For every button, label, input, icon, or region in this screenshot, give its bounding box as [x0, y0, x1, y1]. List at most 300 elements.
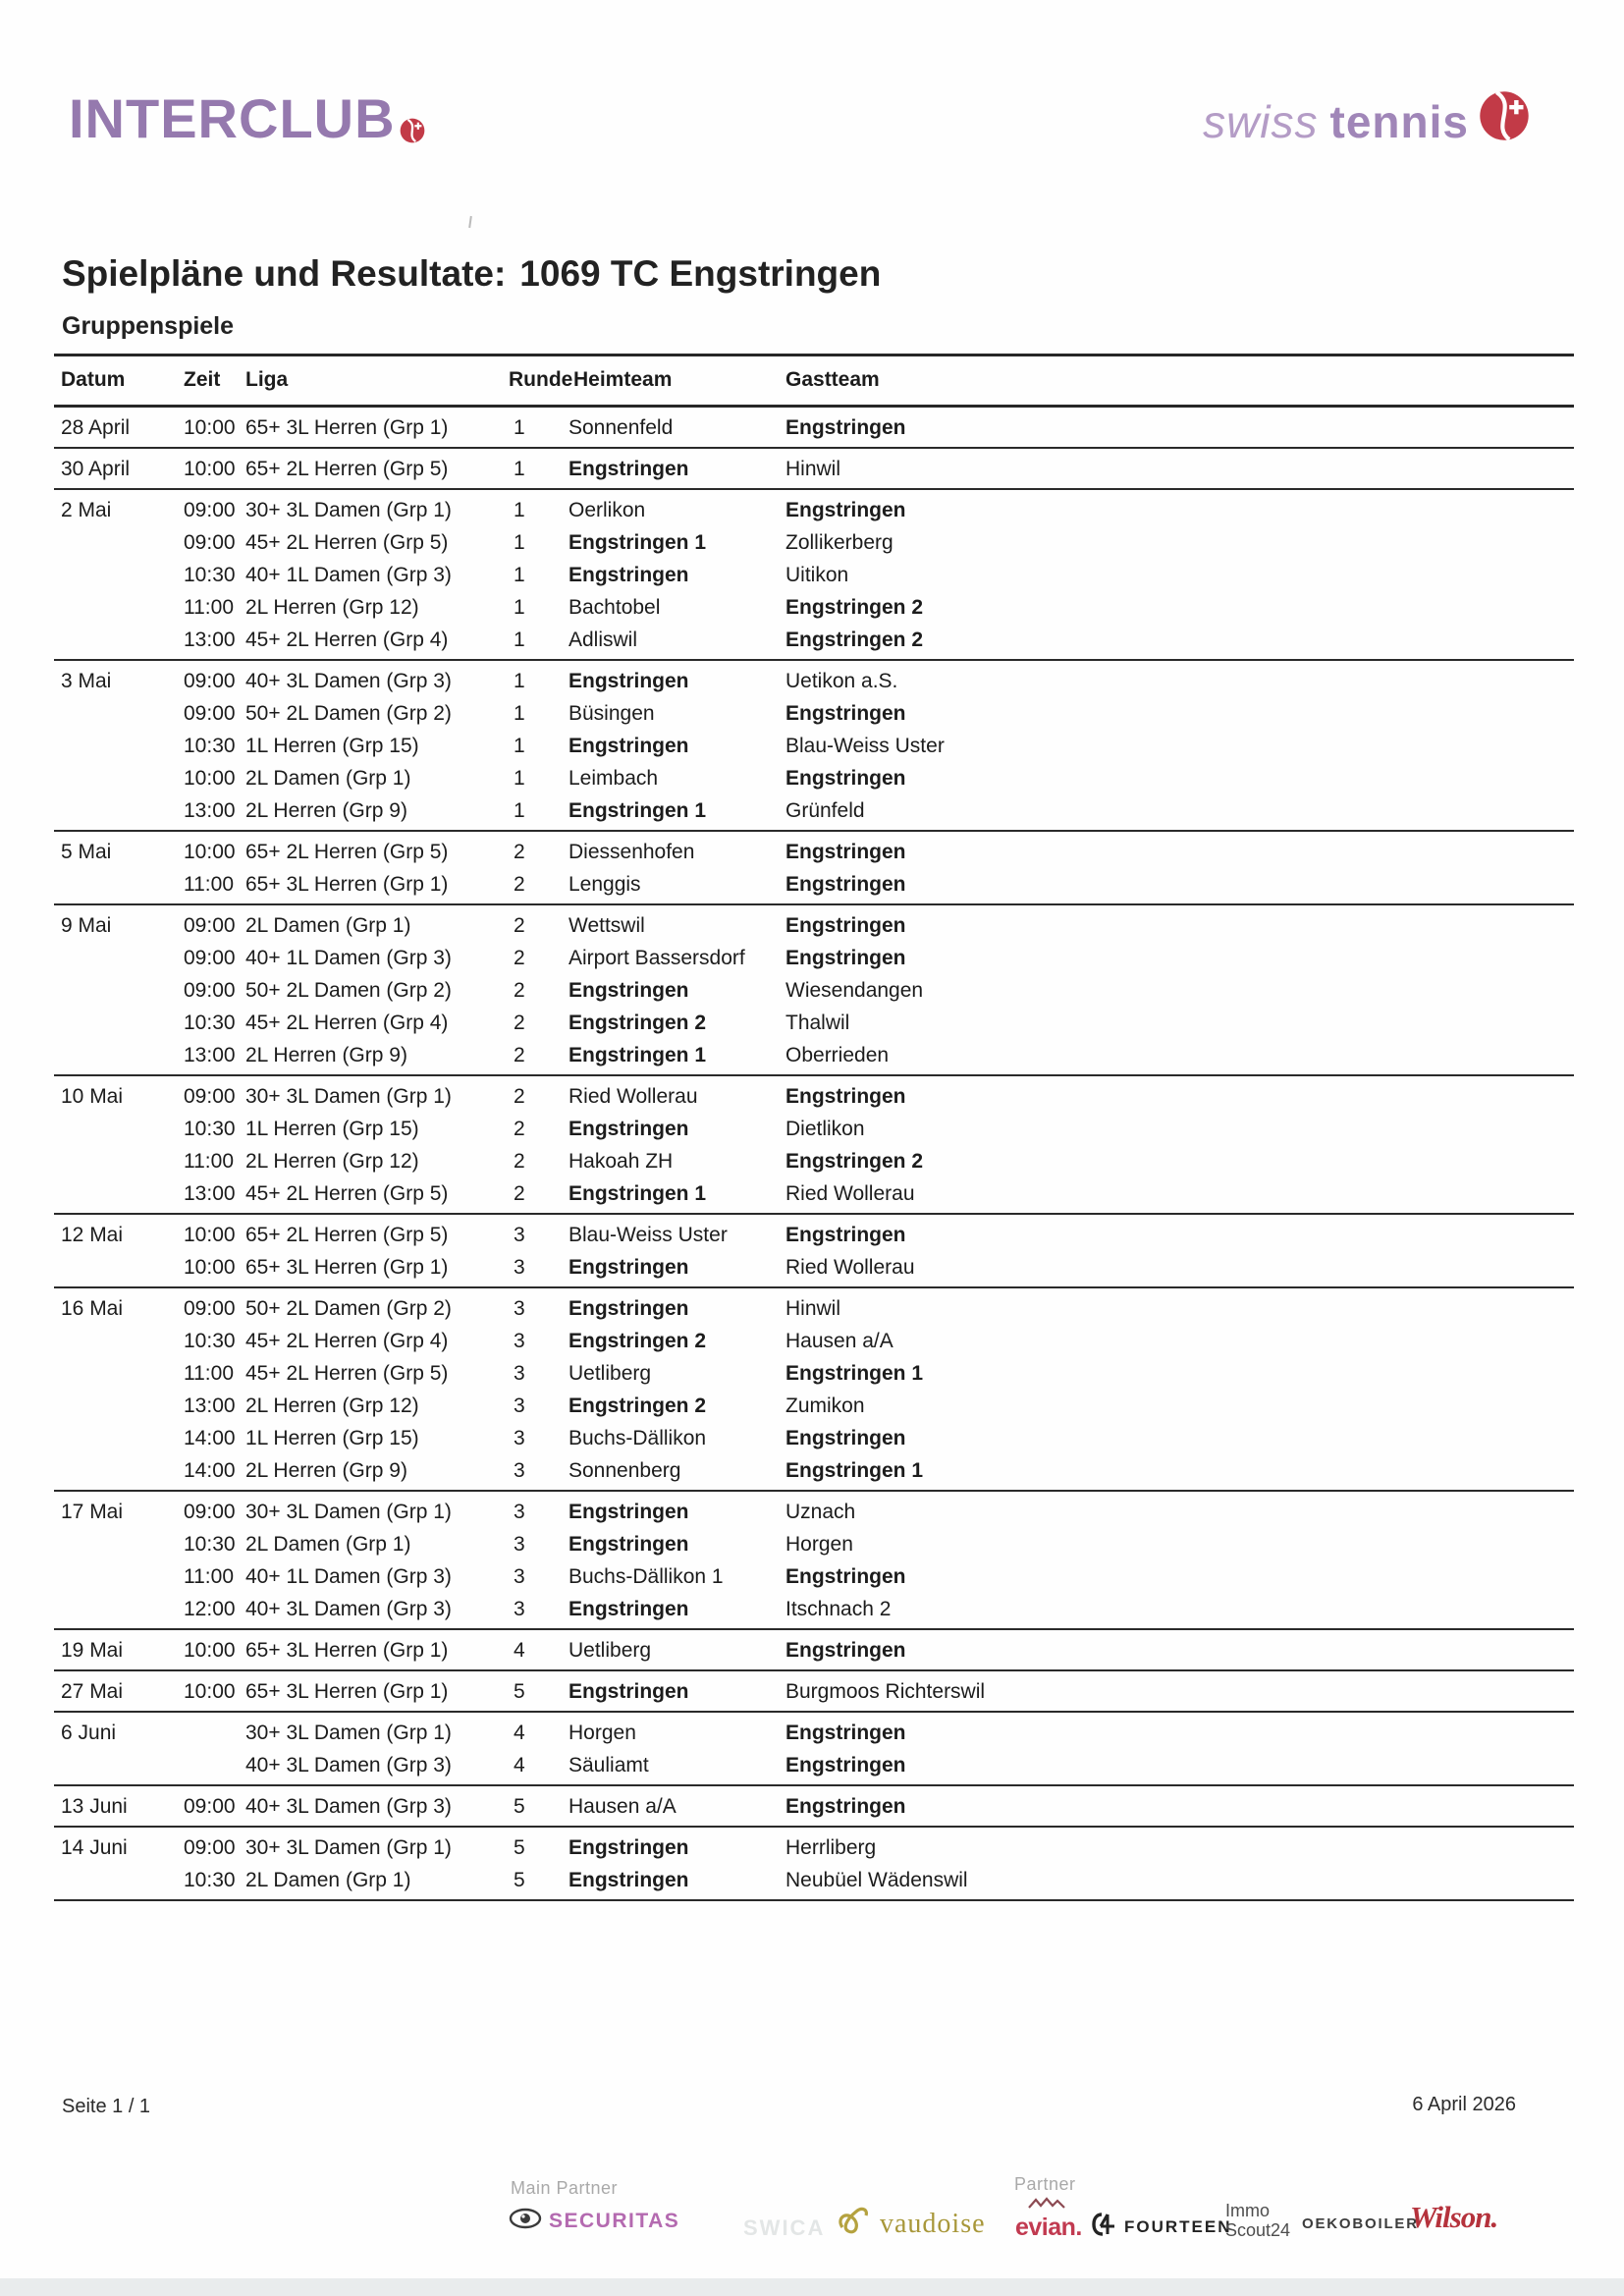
cell-liga: 40+ 1L Damen (Grp 3): [245, 946, 452, 969]
table-row: [54, 909, 1574, 942]
cell-gast: Horgen: [785, 1532, 853, 1556]
cell-zeit: 13:00: [184, 1394, 236, 1417]
fourteen-monogram-icon: [1092, 2212, 1117, 2242]
fourteen-logo: [1092, 2212, 1232, 2242]
cell-datum: 6 Juni: [61, 1721, 117, 1744]
table-row: [54, 1177, 1574, 1210]
schedule-group: [54, 661, 1574, 832]
wilson-logo: Wilson.: [1410, 2200, 1498, 2234]
table-row: [54, 836, 1574, 868]
cell-liga: 2L Damen (Grp 1): [245, 1532, 411, 1556]
table-row: [54, 1560, 1574, 1593]
cell-heim: Buchs-Dällikon: [568, 1426, 707, 1449]
cell-liga: 45+ 2L Herren (Grp 4): [245, 1011, 449, 1034]
schedule-group: [54, 905, 1574, 1076]
schedule-group: [54, 1713, 1574, 1786]
cell-runde: 3: [514, 1329, 525, 1352]
cell-runde: 2: [514, 1117, 525, 1140]
cell-heim: Engstringen 1: [568, 798, 707, 822]
table-row: [54, 1496, 1574, 1528]
cell-gast: Itschnach 2: [785, 1597, 892, 1620]
table-row: [54, 1790, 1574, 1823]
securitas-wordmark: SECURITAS: [549, 2209, 680, 2232]
cell-runde: 4: [514, 1638, 525, 1662]
footer-date: 6 April 2026: [1412, 2094, 1516, 2115]
cell-gast: Oberrieden: [785, 1043, 890, 1066]
table-row: [54, 1325, 1574, 1357]
cell-runde: 1: [514, 734, 525, 757]
cell-runde: 3: [514, 1597, 525, 1620]
cell-gast: Engstringen: [785, 1084, 906, 1108]
cell-gast: Engstringen 2: [785, 628, 924, 651]
cell-heim: Engstringen 2: [568, 1011, 707, 1034]
cell-zeit: 09:00: [184, 978, 236, 1002]
cell-heim: Engstringen: [568, 978, 689, 1002]
cell-datum: 28 April: [61, 415, 131, 439]
cell-liga: 65+ 3L Herren (Grp 1): [245, 1679, 449, 1703]
cell-heim: Engstringen: [568, 1868, 689, 1891]
cell-liga: 30+ 3L Damen (Grp 1): [245, 1835, 452, 1859]
cell-heim: Engstringen: [568, 563, 689, 586]
cell-zeit: 10:00: [184, 1638, 236, 1662]
cell-datum: 2 Mai: [61, 498, 112, 521]
cell-zeit: 12:00: [184, 1597, 236, 1620]
cell-liga: 40+ 3L Damen (Grp 3): [245, 669, 452, 692]
table-row: [54, 1528, 1574, 1560]
cell-runde: 5: [514, 1835, 525, 1859]
cell-heim: Uetliberg: [568, 1638, 652, 1662]
cell-gast: Zollikerberg: [785, 530, 893, 554]
cell-gast: Ried Wollerau: [785, 1181, 915, 1205]
cell-runde: 3: [514, 1223, 525, 1246]
cell-zeit: 10:30: [184, 1117, 236, 1140]
table-row: [54, 1007, 1574, 1039]
cell-liga: 50+ 2L Damen (Grp 2): [245, 701, 452, 725]
cell-zeit: 09:00: [184, 946, 236, 969]
main-partner-label: Main Partner: [511, 2178, 619, 2198]
table-row: [54, 1251, 1574, 1284]
schedule-groups: [54, 408, 1574, 1901]
cell-liga: 65+ 3L Herren (Grp 1): [245, 1255, 449, 1279]
cell-heim: Engstringen: [568, 1296, 689, 1320]
header-heimteam: Heimteam: [573, 368, 673, 391]
cell-datum: 17 Mai: [61, 1500, 124, 1523]
cell-heim: Leimbach: [568, 766, 659, 790]
table-row: [54, 591, 1574, 624]
table-row: [54, 1292, 1574, 1325]
cell-zeit: 11:00: [184, 1564, 234, 1588]
table-row: [54, 1675, 1574, 1708]
cell-liga: 2L Herren (Grp 12): [245, 595, 419, 619]
cell-liga: 2L Herren (Grp 9): [245, 1043, 407, 1066]
cell-gast: Thalwil: [785, 1011, 850, 1034]
cell-heim: Horgen: [568, 1721, 636, 1744]
cell-runde: 3: [514, 1500, 525, 1523]
evian-wordmark: evian.: [1015, 2214, 1082, 2241]
table-row: [54, 453, 1574, 485]
cell-gast: Zumikon: [785, 1394, 865, 1417]
cell-runde: 5: [514, 1868, 525, 1891]
table-row: [54, 1864, 1574, 1896]
cell-gast: Engstringen: [785, 498, 906, 521]
interclub-ball-icon: [400, 92, 425, 156]
cell-liga: 45+ 2L Herren (Grp 4): [245, 628, 449, 651]
cell-runde: 1: [514, 563, 525, 586]
cell-liga: 65+ 3L Herren (Grp 1): [245, 1638, 449, 1662]
cell-zeit: 13:00: [184, 798, 236, 822]
cell-zeit: 10:00: [184, 457, 236, 480]
cell-heim: Engstringen: [568, 1117, 689, 1140]
cell-liga: 65+ 2L Herren (Grp 5): [245, 840, 449, 863]
cell-heim: Hausen a/A: [568, 1794, 677, 1818]
cell-gast: Engstringen 2: [785, 1149, 924, 1173]
cell-datum: 3 Mai: [61, 669, 112, 692]
cell-gast: Uitikon: [785, 563, 849, 586]
table-header: [54, 356, 1574, 408]
cell-datum: 27 Mai: [61, 1679, 124, 1703]
cell-runde: 2: [514, 1181, 525, 1205]
table-row: [54, 1831, 1574, 1864]
cell-zeit: 09:00: [184, 1500, 236, 1523]
cell-gast: Engstringen: [785, 1564, 906, 1588]
cell-gast: Engstringen: [785, 840, 906, 863]
cell-zeit: 09:00: [184, 498, 236, 521]
vaudoise-logo: [835, 2202, 986, 2246]
cell-gast: Engstringen 1: [785, 1458, 924, 1482]
cell-heim: Uetliberg: [568, 1361, 652, 1385]
cell-zeit: 13:00: [184, 628, 236, 651]
cell-zeit: 11:00: [184, 1149, 234, 1173]
cell-liga: 2L Herren (Grp 9): [245, 1458, 407, 1482]
cell-zeit: 13:00: [184, 1043, 236, 1066]
cell-heim: Engstringen: [568, 669, 689, 692]
cell-gast: Burgmoos Richterswil: [785, 1679, 986, 1703]
cell-liga: 40+ 3L Damen (Grp 3): [245, 1597, 452, 1620]
cell-heim: Wettswil: [568, 913, 645, 937]
oekoboiler-logo: OEKOBOILER: [1302, 2215, 1419, 2232]
cell-zeit: 10:30: [184, 1868, 236, 1891]
cell-gast: Engstringen: [785, 913, 906, 937]
cell-liga: 1L Herren (Grp 15): [245, 1426, 419, 1449]
cell-runde: 2: [514, 840, 525, 863]
cell-gast: Engstringen: [785, 1638, 906, 1662]
cell-liga: 65+ 2L Herren (Grp 5): [245, 457, 449, 480]
cell-runde: 3: [514, 1532, 525, 1556]
cell-liga: 2L Damen (Grp 1): [245, 1868, 411, 1891]
schedule-group: [54, 1828, 1574, 1901]
cell-heim: Engstringen 2: [568, 1329, 707, 1352]
cell-runde: 1: [514, 628, 525, 651]
table-row: [54, 1422, 1574, 1454]
cell-zeit: 09:00: [184, 1296, 236, 1320]
page-title-label: Spielpläne und Resultate:: [62, 253, 507, 294]
cell-runde: 1: [514, 701, 525, 725]
cell-heim: Hakoah ZH: [568, 1149, 674, 1173]
cell-runde: 5: [514, 1679, 525, 1703]
cell-runde: 2: [514, 913, 525, 937]
cell-gast: Uznach: [785, 1500, 856, 1523]
table-row: [54, 794, 1574, 827]
schedule-group: [54, 1786, 1574, 1828]
cell-runde: 5: [514, 1794, 525, 1818]
schedule-group: [54, 1671, 1574, 1713]
cell-gast: Engstringen: [785, 946, 906, 969]
cell-runde: 2: [514, 1043, 525, 1066]
table-row: [54, 730, 1574, 762]
scan-edge-strip: [0, 2278, 1624, 2296]
cell-heim: Diessenhofen: [568, 840, 695, 863]
cell-liga: 2L Herren (Grp 9): [245, 798, 407, 822]
cell-zeit: 14:00: [184, 1458, 236, 1482]
cell-gast: Engstringen: [785, 415, 906, 439]
scan-artifact: [468, 216, 472, 228]
cell-datum: 13 Juni: [61, 1794, 128, 1818]
securitas-logo: [509, 2208, 679, 2234]
cell-zeit: 09:00: [184, 913, 236, 937]
cell-runde: 2: [514, 946, 525, 969]
cell-runde: 2: [514, 1011, 525, 1034]
cell-heim: Engstringen: [568, 734, 689, 757]
cell-datum: 19 Mai: [61, 1638, 124, 1662]
cell-zeit: 10:30: [184, 1329, 236, 1352]
cell-runde: 3: [514, 1458, 525, 1482]
cell-zeit: 10:00: [184, 1679, 236, 1703]
cell-runde: 4: [514, 1753, 525, 1777]
table-row: [54, 697, 1574, 730]
cell-heim: Engstringen 2: [568, 1394, 707, 1417]
cell-heim: Büsingen: [568, 701, 655, 725]
table-row: [54, 1454, 1574, 1487]
partners-strip: [0, 2164, 1624, 2272]
cell-zeit: 09:00: [184, 1794, 236, 1818]
cell-heim: Ried Wollerau: [568, 1084, 698, 1108]
cell-zeit: 09:00: [184, 701, 236, 725]
eye-icon: [509, 2208, 542, 2234]
cell-zeit: 09:00: [184, 1835, 236, 1859]
cell-runde: 1: [514, 530, 525, 554]
cell-zeit: 14:00: [184, 1426, 236, 1449]
table-row: [54, 494, 1574, 526]
schedule-group: [54, 1630, 1574, 1671]
footer-page-number: Seite 1 / 1: [62, 2096, 151, 2117]
cell-liga: 65+ 3L Herren (Grp 1): [245, 872, 449, 896]
cell-gast: Uetikon a.S.: [785, 669, 898, 692]
cell-gast: Hinwil: [785, 1296, 841, 1320]
cell-zeit: 09:00: [184, 669, 236, 692]
partner-label: Partner: [1014, 2174, 1076, 2194]
table-row: [54, 762, 1574, 794]
cell-heim: Bachtobel: [568, 595, 661, 619]
cell-heim: Engstringen: [568, 1532, 689, 1556]
cell-runde: 1: [514, 415, 525, 439]
page-title: [62, 253, 881, 295]
cell-runde: 3: [514, 1296, 525, 1320]
cell-heim: Sonnenberg: [568, 1458, 681, 1482]
immoscout24-line2: Scout24: [1225, 2219, 1291, 2240]
club-name: 1069 TC Engstringen: [519, 253, 882, 294]
cell-liga: 2L Herren (Grp 12): [245, 1394, 419, 1417]
fourteen-wordmark: FOURTEEN: [1124, 2216, 1232, 2236]
cell-gast: Engstringen 1: [785, 1361, 924, 1385]
cell-liga: 45+ 2L Herren (Grp 5): [245, 530, 449, 554]
cell-zeit: 10:30: [184, 1011, 236, 1034]
cell-heim: Sonnenfeld: [568, 415, 674, 439]
header-liga: Liga: [245, 368, 289, 391]
cell-heim: Engstringen: [568, 1500, 689, 1523]
header-runde: Runde: [509, 368, 573, 391]
cell-gast: Engstringen: [785, 701, 906, 725]
evian-logo: [1015, 2196, 1082, 2242]
table-row: [54, 1080, 1574, 1113]
table-row: [54, 1219, 1574, 1251]
header-zeit: Zeit: [184, 368, 221, 391]
cell-runde: 3: [514, 1394, 525, 1417]
vaudoise-wordmark: vaudoise: [880, 2208, 986, 2239]
cell-gast: Grünfeld: [785, 798, 865, 822]
cell-runde: 1: [514, 457, 525, 480]
schedule-group: [54, 449, 1574, 490]
cell-zeit: 10:30: [184, 563, 236, 586]
table-row: [54, 559, 1574, 591]
cell-liga: 65+ 3L Herren (Grp 1): [245, 415, 449, 439]
table-row: [54, 411, 1574, 444]
cell-zeit: 09:00: [184, 530, 236, 554]
cell-liga: 40+ 1L Damen (Grp 3): [245, 1564, 452, 1588]
swisstennis-wordmark-light: swiss: [1203, 95, 1319, 147]
schedule-group: [54, 1492, 1574, 1630]
cell-zeit: 09:00: [184, 1084, 236, 1108]
cell-runde: 3: [514, 1564, 525, 1588]
cell-datum: 16 Mai: [61, 1296, 124, 1320]
schedule-table: [54, 354, 1574, 1901]
cell-gast: Engstringen: [785, 1223, 906, 1246]
cell-gast: Herrliberg: [785, 1835, 877, 1859]
table-row: [54, 1749, 1574, 1781]
cell-liga: 50+ 2L Damen (Grp 2): [245, 978, 452, 1002]
cell-gast: Engstringen: [785, 872, 906, 896]
swisstennis-ball-icon: [1479, 90, 1530, 152]
cell-runde: 1: [514, 669, 525, 692]
cell-heim: Engstringen: [568, 1679, 689, 1703]
swisstennis-wordmark-bold: tennis: [1329, 95, 1469, 147]
cell-liga: 30+ 3L Damen (Grp 1): [245, 1084, 452, 1108]
table-row: [54, 1357, 1574, 1390]
immoscout24-logo: [1225, 2202, 1290, 2241]
cell-liga: 30+ 3L Damen (Grp 1): [245, 498, 452, 521]
cell-runde: 4: [514, 1721, 525, 1744]
cell-datum: 10 Mai: [61, 1084, 124, 1108]
swica-logo: SWICA: [743, 2215, 826, 2240]
cell-runde: 1: [514, 498, 525, 521]
interclub-wordmark: INTERCLUB: [69, 87, 396, 149]
cell-runde: 1: [514, 798, 525, 822]
schedule-group: [54, 408, 1574, 449]
cell-heim: Engstringen 1: [568, 1181, 707, 1205]
cell-gast: Engstringen 2: [785, 595, 924, 619]
cell-heim: Engstringen: [568, 1835, 689, 1859]
cell-runde: 2: [514, 978, 525, 1002]
table-row: [54, 665, 1574, 697]
cell-liga: 50+ 2L Damen (Grp 2): [245, 1296, 452, 1320]
cell-gast: Blau-Weiss Uster: [785, 734, 945, 757]
table-row: [54, 1634, 1574, 1667]
cell-runde: 2: [514, 872, 525, 896]
mountain-icon: [1027, 2196, 1070, 2214]
cell-zeit: 10:00: [184, 840, 236, 863]
cell-zeit: 10:00: [184, 1223, 236, 1246]
cell-heim: Engstringen: [568, 1597, 689, 1620]
schedule-group: [54, 1076, 1574, 1215]
cell-liga: 45+ 2L Herren (Grp 5): [245, 1361, 449, 1385]
cell-zeit: 11:00: [184, 872, 234, 896]
immoscout24-line1: Immo: [1225, 2201, 1270, 2220]
schedule-group: [54, 490, 1574, 661]
cell-zeit: 10:30: [184, 734, 236, 757]
cell-zeit: 10:00: [184, 766, 236, 790]
cell-zeit: 10:30: [184, 1532, 236, 1556]
vaudoise-ribbon-icon: [835, 2202, 874, 2246]
cell-liga: 2L Herren (Grp 12): [245, 1149, 419, 1173]
cell-gast: Hinwil: [785, 457, 841, 480]
table-row: [54, 1593, 1574, 1625]
cell-liga: 2L Damen (Grp 1): [245, 766, 411, 790]
cell-liga: 45+ 2L Herren (Grp 5): [245, 1181, 449, 1205]
table-row: [54, 1113, 1574, 1145]
cell-gast: Hausen a/A: [785, 1329, 893, 1352]
cell-gast: Engstringen: [785, 1794, 906, 1818]
cell-heim: Airport Bassersdorf: [568, 946, 745, 969]
cell-liga: 40+ 3L Damen (Grp 3): [245, 1794, 452, 1818]
cell-liga: 65+ 2L Herren (Grp 5): [245, 1223, 449, 1246]
cell-datum: 5 Mai: [61, 840, 112, 863]
table-row: [54, 1390, 1574, 1422]
cell-liga: 30+ 3L Damen (Grp 1): [245, 1500, 452, 1523]
cell-gast: Engstringen: [785, 1753, 906, 1777]
table-row: [54, 624, 1574, 656]
cell-liga: 40+ 3L Damen (Grp 3): [245, 1753, 452, 1777]
cell-heim: Engstringen 1: [568, 1043, 707, 1066]
cell-runde: 1: [514, 766, 525, 790]
interclub-logo: [69, 86, 396, 150]
schedule-group: [54, 1288, 1574, 1492]
cell-gast: Engstringen: [785, 1426, 906, 1449]
cell-runde: 3: [514, 1361, 525, 1385]
cell-runde: 3: [514, 1255, 525, 1279]
cell-zeit: 11:00: [184, 595, 234, 619]
swisstennis-logo: [1203, 90, 1530, 152]
cell-heim: Engstringen: [568, 1255, 689, 1279]
cell-heim: Blau-Weiss Uster: [568, 1223, 728, 1246]
table-row: [54, 1717, 1574, 1749]
section-title: Gruppenspiele: [62, 312, 235, 340]
cell-gast: Engstringen: [785, 766, 906, 790]
cell-datum: 12 Mai: [61, 1223, 124, 1246]
cell-zeit: 11:00: [184, 1361, 234, 1385]
schedule-group: [54, 1215, 1574, 1288]
header-gastteam: Gastteam: [785, 368, 880, 391]
cell-heim: Lenggis: [568, 872, 641, 896]
cell-liga: 1L Herren (Grp 15): [245, 1117, 419, 1140]
table-row: [54, 1145, 1574, 1177]
table-row: [54, 974, 1574, 1007]
cell-liga: 40+ 1L Damen (Grp 3): [245, 563, 452, 586]
cell-datum: 14 Juni: [61, 1835, 128, 1859]
cell-gast: Ried Wollerau: [785, 1255, 915, 1279]
cell-heim: Engstringen: [568, 457, 689, 480]
table-row: [54, 526, 1574, 559]
cell-runde: 2: [514, 1084, 525, 1108]
cell-heim: Säuliamt: [568, 1753, 649, 1777]
